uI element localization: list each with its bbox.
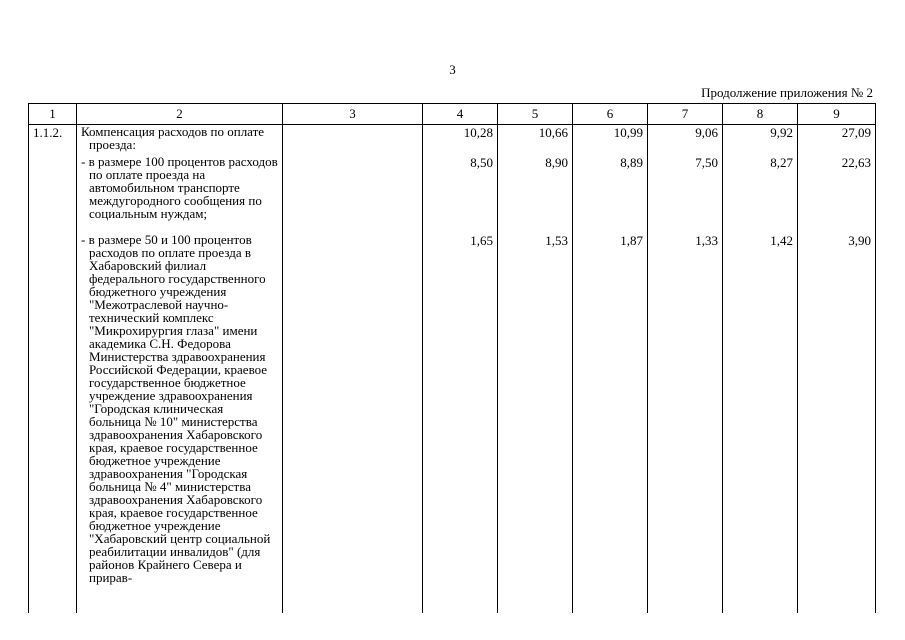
value-cell: 8,27 [723,155,798,233]
row-number [29,233,77,613]
column-header-9: 9 [798,104,876,125]
value-cell: 9,92 [723,125,798,156]
value-cell: 8,89 [573,155,648,233]
value-cell: 10,66 [498,125,573,156]
value-cell: 1,53 [498,233,573,613]
row-number: 1.1.2. [29,125,77,156]
row-description-text: - в размере 50 и 100 процентов расходов по оплате проезда в Хабаровский филиал федерального государственного бюджетного учреждения "Межотраслевой научно-технический комплекс "Микрохирургия глаза" имени академика С.Н. Федорова Министерства здравоохранения Российской Федерации, краевое государственное бюджетное учреждение здравоохранения "Городская клиническая больница № 10" министерства здравоохранения Хабаровского края, краевое государственное бюджетное учреждение здравоохранения "Городская больница № 4" министерства здравоохранения Хабаровского края, краевое государственное бюджетное учреждение "Хабаровский центр социальной реабилитации инвалидов" (для районов Крайнего Севера и прирав- [81,232,271,585]
column-header-2: 2 [77,104,283,125]
column-header-4: 4 [423,104,498,125]
table-row [29,155,876,233]
value-cell: 8,90 [498,155,573,233]
column-header-1: 1 [29,104,77,125]
value-cell: 3,90 [798,233,876,613]
value-cell: 1,65 [423,233,498,613]
value-cell: 9,06 [648,125,723,156]
column-header-7: 7 [648,104,723,125]
value-cell: 27,09 [798,125,876,156]
empty-cell [283,155,423,233]
row-description [77,233,283,613]
row-number [29,155,77,233]
value-cell: 1,42 [723,233,798,613]
value-cell: 8,50 [423,155,498,233]
empty-cell [283,233,423,613]
row-description [77,155,283,233]
value-cell: 1,87 [573,233,648,613]
continuation-label: Продолжение приложения № 2 [701,85,873,100]
table-header-row [29,104,876,125]
row-description-text: - в размере 100 процентов расходов по оплате проезда на автомобильном транспорте междугородного сообщения по социальным нуждам; [81,154,278,221]
column-header-3: 3 [283,104,423,125]
value-cell: 22,63 [798,155,876,233]
table-row [29,233,876,613]
column-header-6: 6 [573,104,648,125]
column-header-8: 8 [723,104,798,125]
value-cell: 7,50 [648,155,723,233]
empty-cell [283,125,423,156]
value-cell: 1,33 [648,233,723,613]
row-description [77,125,283,156]
table-row [29,125,876,156]
row-description-text: Компенсация расходов по оплате проезда: [81,124,265,152]
data-table [28,103,876,613]
value-cell: 10,99 [573,125,648,156]
column-header-5: 5 [498,104,573,125]
value-cell: 10,28 [423,125,498,156]
page-number: 3 [449,62,456,77]
